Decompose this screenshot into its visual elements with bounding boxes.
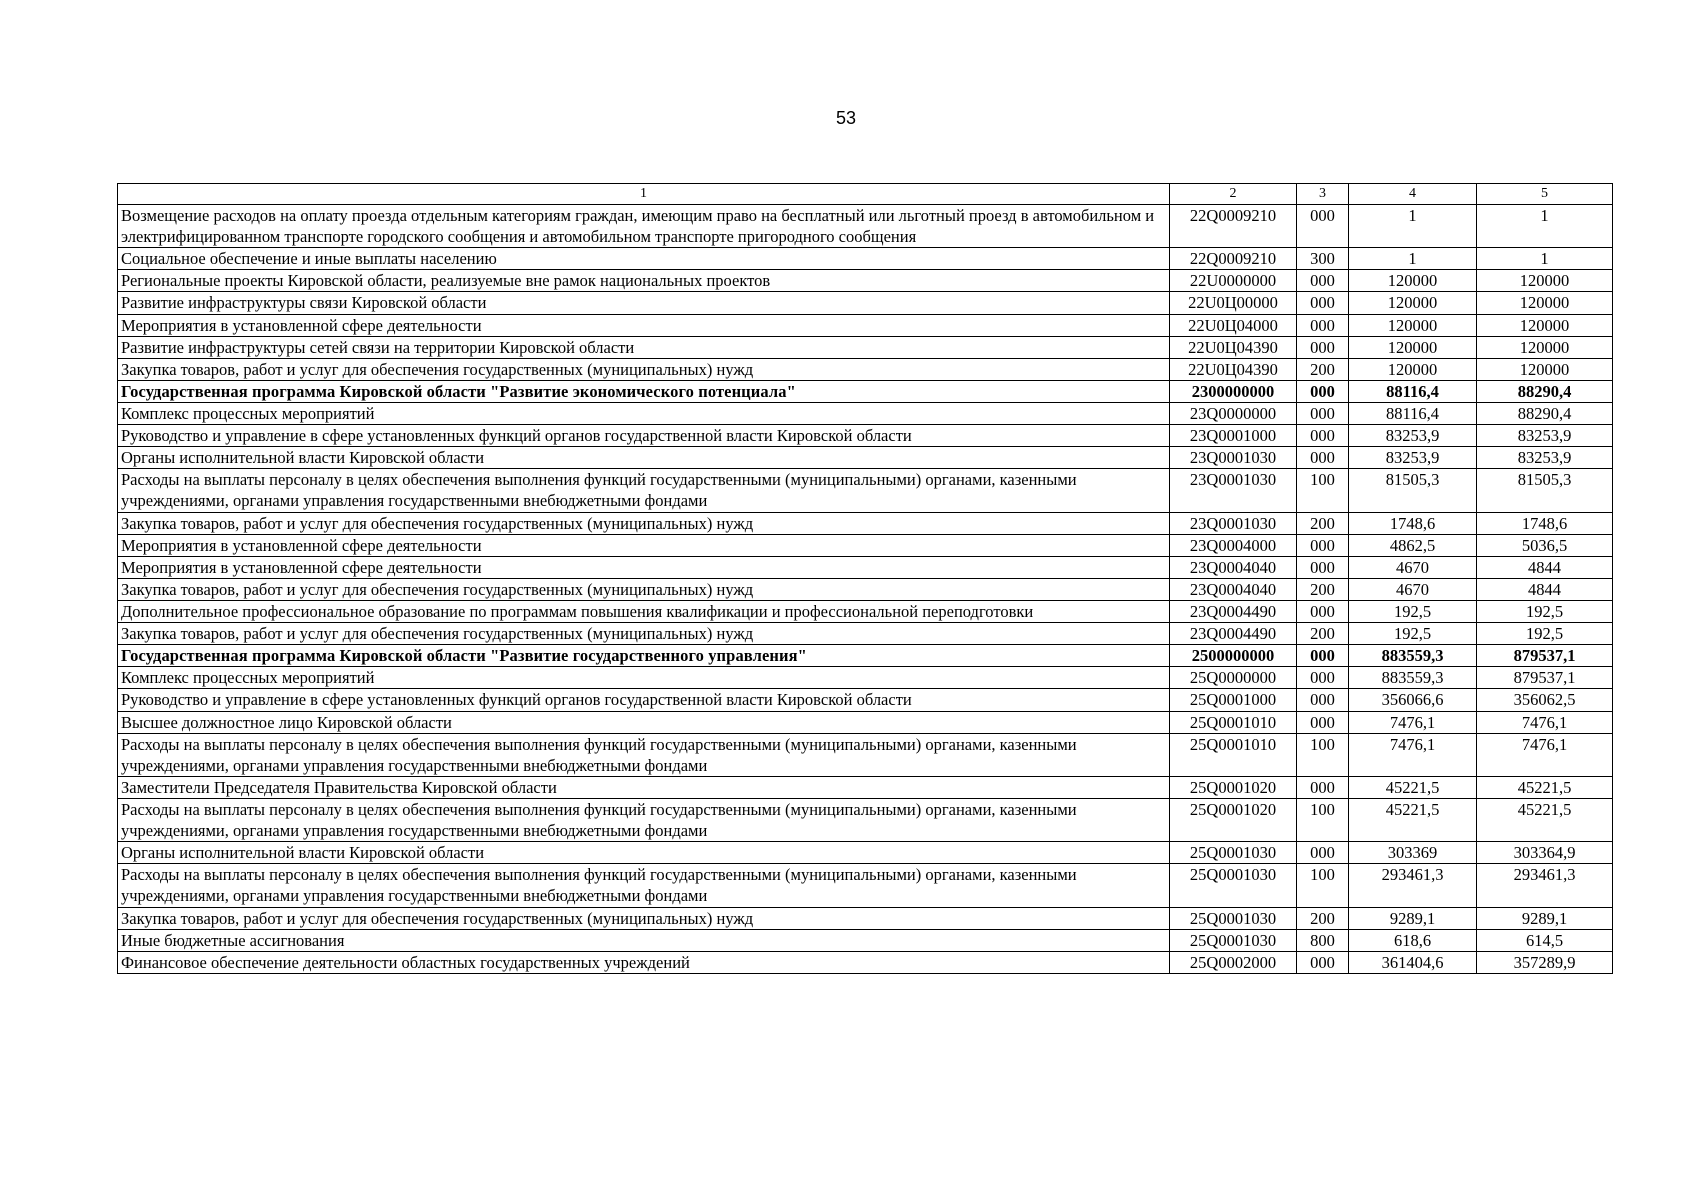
row-code-cell: 23Q0000000 xyxy=(1170,402,1297,424)
row-value-2-cell: 7476,1 xyxy=(1477,733,1613,776)
row-value-2-cell: 614,5 xyxy=(1477,929,1613,951)
row-type-cell: 000 xyxy=(1297,425,1349,447)
table-row xyxy=(118,798,1613,841)
row-value-1-cell: 9289,1 xyxy=(1349,907,1477,929)
row-value-2-cell: 120000 xyxy=(1477,358,1613,380)
row-value-2-cell: 356062,5 xyxy=(1477,689,1613,711)
table-row xyxy=(118,512,1613,534)
row-value-2-cell: 120000 xyxy=(1477,292,1613,314)
row-type-cell: 000 xyxy=(1297,600,1349,622)
row-code-cell: 22U0Ц00000 xyxy=(1170,292,1297,314)
header-col-1: 1 xyxy=(118,184,1170,205)
row-code-cell: 25Q0001030 xyxy=(1170,929,1297,951)
row-value-1-cell: 356066,6 xyxy=(1349,689,1477,711)
table-row xyxy=(118,951,1613,973)
row-type-cell: 000 xyxy=(1297,534,1349,556)
row-name-cell: Руководство и управление в сфере установленных функций органов государственной власти Кировской области xyxy=(118,689,1170,711)
table-row xyxy=(118,667,1613,689)
row-name-cell: Закупка товаров, работ и услуг для обеспечения государственных (муниципальных) нужд xyxy=(118,907,1170,929)
row-value-2-cell: 879537,1 xyxy=(1477,645,1613,667)
table-row xyxy=(118,336,1613,358)
row-value-2-cell: 879537,1 xyxy=(1477,667,1613,689)
table-row xyxy=(118,358,1613,380)
row-name-cell: Заместители Председателя Правительства Кировской области xyxy=(118,776,1170,798)
row-name-cell: Мероприятия в установленной сфере деятельности xyxy=(118,314,1170,336)
row-value-2-cell: 120000 xyxy=(1477,336,1613,358)
table-row xyxy=(118,425,1613,447)
row-value-2-cell: 4844 xyxy=(1477,578,1613,600)
row-code-cell: 25Q0000000 xyxy=(1170,667,1297,689)
row-value-2-cell: 4844 xyxy=(1477,556,1613,578)
row-value-1-cell: 88116,4 xyxy=(1349,402,1477,424)
table-row xyxy=(118,469,1613,512)
row-type-cell: 000 xyxy=(1297,667,1349,689)
row-type-cell: 200 xyxy=(1297,578,1349,600)
row-name-cell: Комплекс процессных мероприятий xyxy=(118,402,1170,424)
table-header xyxy=(118,184,1613,205)
row-value-1-cell: 303369 xyxy=(1349,842,1477,864)
row-value-2-cell: 120000 xyxy=(1477,270,1613,292)
row-value-1-cell: 7476,1 xyxy=(1349,711,1477,733)
row-code-cell: 25Q0001000 xyxy=(1170,689,1297,711)
row-type-cell: 000 xyxy=(1297,314,1349,336)
row-code-cell: 22U0Ц04000 xyxy=(1170,314,1297,336)
row-code-cell: 23Q0004040 xyxy=(1170,578,1297,600)
row-value-2-cell: 9289,1 xyxy=(1477,907,1613,929)
row-value-1-cell: 120000 xyxy=(1349,270,1477,292)
table-row xyxy=(118,402,1613,424)
row-name-cell: Расходы на выплаты персоналу в целях обеспечения выполнения функций государственными (муниципальными) органами, казенными учреждениями, органами управления государственными внебюджетными фондами xyxy=(118,733,1170,776)
header-col-3: 3 xyxy=(1297,184,1349,205)
row-name-cell: Социальное обеспечение и иные выплаты населению xyxy=(118,248,1170,270)
row-code-cell: 25Q0001030 xyxy=(1170,842,1297,864)
row-value-2-cell: 7476,1 xyxy=(1477,711,1613,733)
table-row xyxy=(118,623,1613,645)
row-name-cell: Иные бюджетные ассигнования xyxy=(118,929,1170,951)
table-row xyxy=(118,600,1613,622)
row-name-cell: Возмещение расходов на оплату проезда отдельным категориям граждан, имеющим право на бесплатный или льготный проезд в автомобильном и электрифицированном транспорте городского сообщения и автомобильном транспорте пригородного сообщения xyxy=(118,205,1170,248)
table-row xyxy=(118,447,1613,469)
row-code-cell: 23Q0004490 xyxy=(1170,600,1297,622)
row-value-1-cell: 4670 xyxy=(1349,578,1477,600)
row-type-cell: 000 xyxy=(1297,689,1349,711)
row-name-cell: Расходы на выплаты персоналу в целях обеспечения выполнения функций государственными (муниципальными) органами, казенными учреждениями, органами управления государственными внебюджетными фондами xyxy=(118,798,1170,841)
row-type-cell: 000 xyxy=(1297,645,1349,667)
row-name-cell: Расходы на выплаты персоналу в целях обеспечения выполнения функций государственными (муниципальными) органами, казенными учреждениями, органами управления государственными внебюджетными фондами xyxy=(118,864,1170,907)
row-value-1-cell: 1 xyxy=(1349,248,1477,270)
row-value-2-cell: 88290,4 xyxy=(1477,402,1613,424)
row-code-cell: 22Q0009210 xyxy=(1170,248,1297,270)
row-value-1-cell: 45221,5 xyxy=(1349,776,1477,798)
row-name-cell: Комплекс процессных мероприятий xyxy=(118,667,1170,689)
row-code-cell: 2300000000 xyxy=(1170,380,1297,402)
row-value-1-cell: 120000 xyxy=(1349,292,1477,314)
row-code-cell: 25Q0001010 xyxy=(1170,733,1297,776)
row-name-cell: Органы исполнительной власти Кировской области xyxy=(118,842,1170,864)
table-row xyxy=(118,534,1613,556)
row-type-cell: 000 xyxy=(1297,270,1349,292)
row-type-cell: 800 xyxy=(1297,929,1349,951)
table-row xyxy=(118,864,1613,907)
row-name-cell: Расходы на выплаты персоналу в целях обеспечения выполнения функций государственными (муниципальными) органами, казенными учреждениями, органами управления государственными внебюджетными фондами xyxy=(118,469,1170,512)
row-value-1-cell: 83253,9 xyxy=(1349,447,1477,469)
row-code-cell: 22U0Ц04390 xyxy=(1170,336,1297,358)
row-value-2-cell: 303364,9 xyxy=(1477,842,1613,864)
row-value-1-cell: 192,5 xyxy=(1349,623,1477,645)
row-code-cell: 22U0Ц04390 xyxy=(1170,358,1297,380)
table-row xyxy=(118,776,1613,798)
row-name-cell: Закупка товаров, работ и услуг для обеспечения государственных (муниципальных) нужд xyxy=(118,623,1170,645)
row-value-2-cell: 293461,3 xyxy=(1477,864,1613,907)
row-name-cell: Развитие инфраструктуры связи Кировской области xyxy=(118,292,1170,314)
row-name-cell: Развитие инфраструктуры сетей связи на территории Кировской области xyxy=(118,336,1170,358)
table-row xyxy=(118,733,1613,776)
row-value-2-cell: 45221,5 xyxy=(1477,776,1613,798)
row-name-cell: Мероприятия в установленной сфере деятельности xyxy=(118,556,1170,578)
row-type-cell: 200 xyxy=(1297,907,1349,929)
table-row xyxy=(118,270,1613,292)
row-type-cell: 000 xyxy=(1297,711,1349,733)
table-row xyxy=(118,711,1613,733)
row-code-cell: 22U0000000 xyxy=(1170,270,1297,292)
row-value-2-cell: 120000 xyxy=(1477,314,1613,336)
table-row xyxy=(118,248,1613,270)
row-name-cell: Закупка товаров, работ и услуг для обеспечения государственных (муниципальных) нужд xyxy=(118,512,1170,534)
row-code-cell: 23Q0004490 xyxy=(1170,623,1297,645)
row-type-cell: 000 xyxy=(1297,447,1349,469)
row-type-cell: 000 xyxy=(1297,842,1349,864)
row-type-cell: 000 xyxy=(1297,556,1349,578)
row-code-cell: 23Q0004040 xyxy=(1170,556,1297,578)
row-name-cell: Государственная программа Кировской области "Развитие экономического потенциала" xyxy=(118,380,1170,402)
row-code-cell: 25Q0001030 xyxy=(1170,864,1297,907)
row-value-2-cell: 45221,5 xyxy=(1477,798,1613,841)
table-row xyxy=(118,578,1613,600)
table-body xyxy=(118,205,1613,974)
row-value-1-cell: 4670 xyxy=(1349,556,1477,578)
row-value-1-cell: 120000 xyxy=(1349,314,1477,336)
table-row xyxy=(118,314,1613,336)
row-value-1-cell: 88116,4 xyxy=(1349,380,1477,402)
row-name-cell: Органы исполнительной власти Кировской области xyxy=(118,447,1170,469)
row-name-cell: Закупка товаров, работ и услуг для обеспечения государственных (муниципальных) нужд xyxy=(118,358,1170,380)
row-value-1-cell: 1748,6 xyxy=(1349,512,1477,534)
row-code-cell: 2500000000 xyxy=(1170,645,1297,667)
row-value-1-cell: 361404,6 xyxy=(1349,951,1477,973)
row-type-cell: 000 xyxy=(1297,205,1349,248)
row-name-cell: Высшее должностное лицо Кировской области xyxy=(118,711,1170,733)
row-value-1-cell: 120000 xyxy=(1349,336,1477,358)
row-value-2-cell: 83253,9 xyxy=(1477,425,1613,447)
row-type-cell: 000 xyxy=(1297,402,1349,424)
row-code-cell: 23Q0001030 xyxy=(1170,512,1297,534)
page-number: 53 xyxy=(835,108,857,128)
row-type-cell: 000 xyxy=(1297,951,1349,973)
row-value-2-cell: 1 xyxy=(1477,248,1613,270)
row-value-2-cell: 88290,4 xyxy=(1477,380,1613,402)
row-code-cell: 22Q0009210 xyxy=(1170,205,1297,248)
row-name-cell: Государственная программа Кировской области "Развитие государственного управления" xyxy=(118,645,1170,667)
row-type-cell: 200 xyxy=(1297,512,1349,534)
table-row xyxy=(118,556,1613,578)
budget-table xyxy=(117,183,1613,974)
row-type-cell: 100 xyxy=(1297,469,1349,512)
row-code-cell: 25Q0001030 xyxy=(1170,907,1297,929)
row-value-1-cell: 7476,1 xyxy=(1349,733,1477,776)
table-row xyxy=(118,907,1613,929)
table-row xyxy=(118,689,1613,711)
table-row xyxy=(118,645,1613,667)
row-name-cell: Закупка товаров, работ и услуг для обеспечения государственных (муниципальных) нужд xyxy=(118,578,1170,600)
row-value-2-cell: 1748,6 xyxy=(1477,512,1613,534)
row-type-cell: 000 xyxy=(1297,336,1349,358)
row-value-1-cell: 883559,3 xyxy=(1349,667,1477,689)
row-value-2-cell: 1 xyxy=(1477,205,1613,248)
row-value-2-cell: 5036,5 xyxy=(1477,534,1613,556)
row-value-1-cell: 293461,3 xyxy=(1349,864,1477,907)
row-name-cell: Дополнительное профессиональное образование по программам повышения квалификации и профессиональной переподготовки xyxy=(118,600,1170,622)
row-value-2-cell: 83253,9 xyxy=(1477,447,1613,469)
row-code-cell: 25Q0001020 xyxy=(1170,798,1297,841)
row-type-cell: 000 xyxy=(1297,292,1349,314)
row-type-cell: 200 xyxy=(1297,623,1349,645)
table-row xyxy=(118,842,1613,864)
row-name-cell: Региональные проекты Кировской области, реализуемые вне рамок национальных проектов xyxy=(118,270,1170,292)
row-type-cell: 300 xyxy=(1297,248,1349,270)
row-value-1-cell: 83253,9 xyxy=(1349,425,1477,447)
row-code-cell: 23Q0001000 xyxy=(1170,425,1297,447)
row-type-cell: 000 xyxy=(1297,380,1349,402)
row-value-2-cell: 357289,9 xyxy=(1477,951,1613,973)
table-row xyxy=(118,292,1613,314)
row-value-1-cell: 45221,5 xyxy=(1349,798,1477,841)
row-value-1-cell: 120000 xyxy=(1349,358,1477,380)
row-code-cell: 23Q0001030 xyxy=(1170,469,1297,512)
row-value-1-cell: 81505,3 xyxy=(1349,469,1477,512)
table-row xyxy=(118,380,1613,402)
row-type-cell: 000 xyxy=(1297,776,1349,798)
row-code-cell: 25Q0001020 xyxy=(1170,776,1297,798)
header-row xyxy=(118,184,1613,205)
row-value-2-cell: 192,5 xyxy=(1477,623,1613,645)
header-col-2: 2 xyxy=(1170,184,1297,205)
row-code-cell: 25Q0001010 xyxy=(1170,711,1297,733)
row-type-cell: 200 xyxy=(1297,358,1349,380)
row-type-cell: 100 xyxy=(1297,733,1349,776)
table-row xyxy=(118,205,1613,248)
row-code-cell: 25Q0002000 xyxy=(1170,951,1297,973)
row-code-cell: 23Q0001030 xyxy=(1170,447,1297,469)
row-value-1-cell: 1 xyxy=(1349,205,1477,248)
row-name-cell: Финансовое обеспечение деятельности областных государственных учреждений xyxy=(118,951,1170,973)
row-value-2-cell: 192,5 xyxy=(1477,600,1613,622)
row-value-1-cell: 192,5 xyxy=(1349,600,1477,622)
header-col-4: 4 xyxy=(1349,184,1477,205)
row-value-2-cell: 81505,3 xyxy=(1477,469,1613,512)
table-row xyxy=(118,929,1613,951)
row-value-1-cell: 618,6 xyxy=(1349,929,1477,951)
row-value-1-cell: 883559,3 xyxy=(1349,645,1477,667)
header-col-5: 5 xyxy=(1477,184,1613,205)
row-name-cell: Мероприятия в установленной сфере деятельности xyxy=(118,534,1170,556)
row-name-cell: Руководство и управление в сфере установленных функций органов государственной власти Кировской области xyxy=(118,425,1170,447)
row-type-cell: 100 xyxy=(1297,798,1349,841)
row-type-cell: 100 xyxy=(1297,864,1349,907)
row-value-1-cell: 4862,5 xyxy=(1349,534,1477,556)
row-code-cell: 23Q0004000 xyxy=(1170,534,1297,556)
